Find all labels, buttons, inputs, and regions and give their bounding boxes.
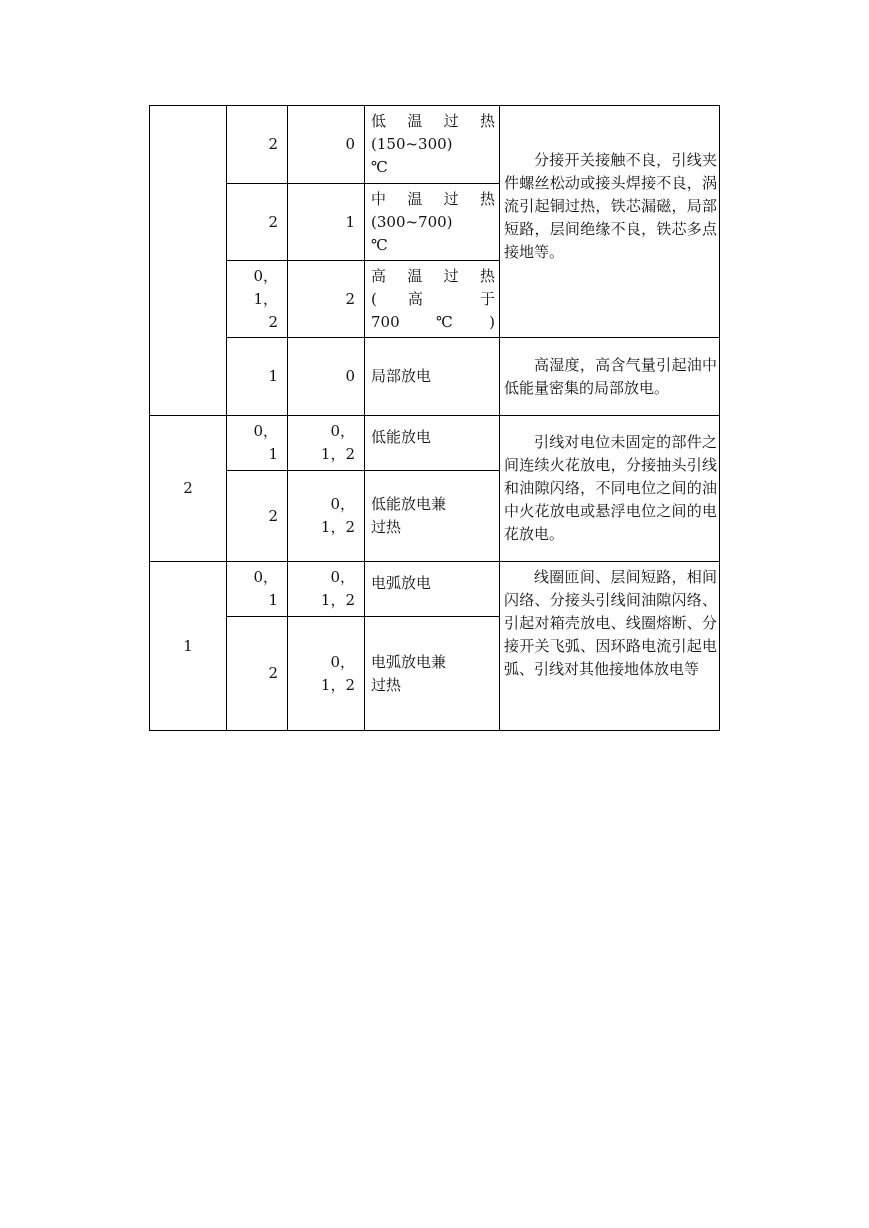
fault-type-cell: 低能放电兼 过热: [365, 471, 500, 562]
fault-type-cell: 低温过热 (150~300) ℃: [365, 106, 500, 184]
description-cell: 引线对电位未固定的部件之间连续火花放电，分接抽头引线和油隙闪络，不同电位之间的油中火花放电或悬浮电位之间的电花放电。: [500, 416, 720, 562]
fault-type-cell: 局部放电: [365, 338, 500, 416]
table-row: [150, 106, 720, 184]
description-cell: 分接开关接触不良，引线夹件螺丝松动或接头焊接不良，涡流引起铜过热，铁芯漏磁，局部短路，层间绝缘不良，铁芯多点接地等。: [500, 106, 720, 338]
code-cell: 1: [150, 562, 227, 731]
code-cell: 0， 1，2: [288, 416, 365, 471]
code-cell: 1: [288, 184, 365, 261]
code-cell: 0: [288, 106, 365, 184]
table-row: [150, 416, 720, 471]
fault-type-cell: 电弧放电兼 过热: [365, 617, 500, 731]
code-cell: 2: [227, 106, 288, 184]
code-cell: 2: [288, 261, 365, 338]
fault-type-cell: 低能放电: [365, 416, 500, 471]
code-cell: 0， 1: [227, 562, 288, 617]
table-row: [150, 338, 720, 416]
fault-diagnosis-table: [149, 105, 720, 731]
fault-type-cell: 中温过热 (300~700) ℃: [365, 184, 500, 261]
code-cell: 2: [227, 184, 288, 261]
code-cell: 2: [227, 617, 288, 731]
code-cell: 0， 1， 2: [227, 261, 288, 338]
code-cell: [150, 106, 227, 416]
code-cell: 0， 1: [227, 416, 288, 471]
table-row: [150, 562, 720, 617]
code-cell: 2: [150, 416, 227, 562]
code-cell: 2: [227, 471, 288, 562]
description-cell: 高湿度，高含气量引起油中低能量密集的局部放电。: [500, 338, 720, 416]
code-cell: 1: [227, 338, 288, 416]
fault-type-cell: 电弧放电: [365, 562, 500, 617]
code-cell: 0， 1，2: [288, 471, 365, 562]
code-cell: 0， 1，2: [288, 617, 365, 731]
description-cell: 线圈匝间、层间短路，相间闪络、分接头引线间油隙闪络、引起对箱壳放电、线圈熔断、分接开关飞弧、因环路电流引起电弧、引线对其他接地体放电等: [500, 562, 720, 731]
code-cell: 0: [288, 338, 365, 416]
fault-type-cell: 高温过热 ( 高 于 700℃): [365, 261, 500, 338]
code-cell: 0， 1，2: [288, 562, 365, 617]
